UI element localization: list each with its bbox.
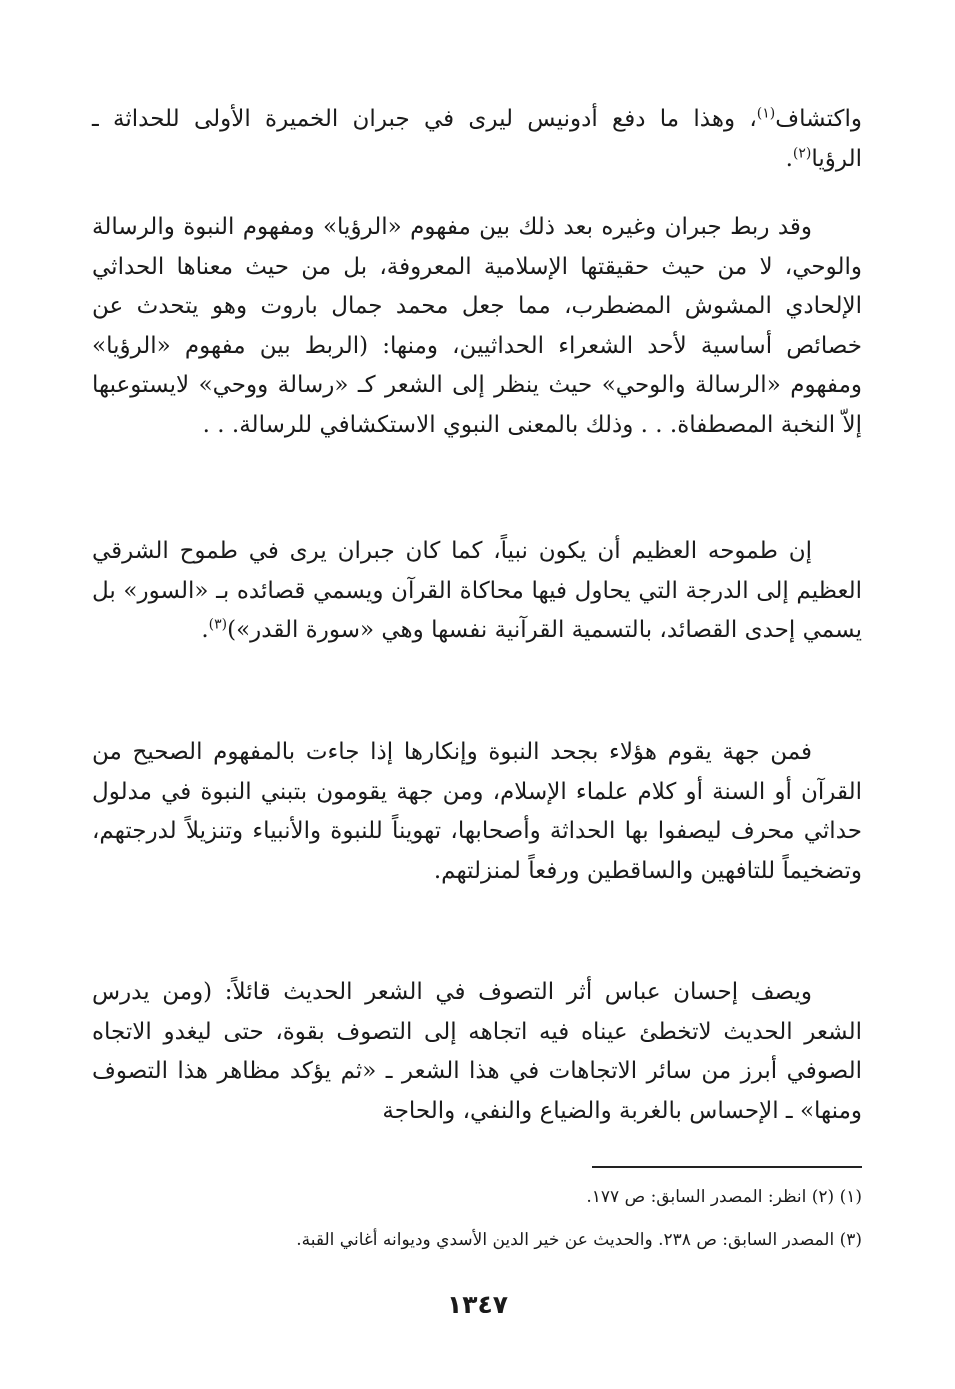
paragraph-4 bbox=[92, 733, 862, 891]
footnote-ref-2: (٢) bbox=[792, 144, 812, 161]
paragraph-2-text: وقد ربط جبران وغيره بعد ذلك بين مفهوم «الرؤيا» ومفهوم النبوة والرسالة والوحي، لا من حيث حقيقتها الإسلامية المعروفة، بل من حيث معناها الحداثي الإلحادي المشوش المضطرب، مما جعل محمد جمال باروت وهو يتحدث عن خصائص أساسية لأحد الشعراء الحداثيين، ومنها: (الربط بين مفهوم «الرؤيا» ومفهوم «الرسالة والوحي» حيث ينظر إلى الشعر كـ «رسالة ووحي» لايستوعبها إلاّ النخبة المصطفاة. . . وذلك بالمعنى النبوي الاستكشافي للرسالة. . . bbox=[92, 214, 862, 438]
text-run: ، وهذا ما دفع أدونيس ليرى في جبران الخميرة الأولى للحداثة ـ الرؤيا bbox=[92, 106, 862, 172]
text-run: واكتشاف bbox=[775, 106, 862, 132]
page-number: ١٣٤٧ bbox=[446, 1290, 509, 1319]
paragraph-5 bbox=[92, 973, 862, 1131]
paragraph-1 bbox=[92, 100, 862, 179]
paragraph-5-text: ويصف إحسان عباس أثر التصوف في الشعر الحديث قائلاً: (ومن يدرس الشعر الحديث لاتخطئ عيناه فيه اتجاهه إلى التصوف بقوة، حتى ليغدو الاتجاه الصوفي أبرز من سائر الاتجاهات في هذا الشعر ـ «ثم يؤكد مظاهر هذا التصوف ومنها» ـ الإحساس بالغربة والضياع والنفي، والحاجة bbox=[92, 979, 862, 1124]
text-run: . bbox=[785, 145, 793, 172]
text-run: إن طموحه العظيم أن يكون نبياً، كما كان جبران يرى في طموح الشرقي العظيم إلى الدرجة التي يحاول فيها محاكاة القرآن ويسمي قصائده بـ «السور» بل يسمي إحدى القصائد، بالتسمية القرآنية نفسها وهي «سورة القدر») bbox=[92, 538, 862, 643]
paragraph-2 bbox=[92, 208, 862, 445]
footnote-divider bbox=[592, 1166, 862, 1168]
footnote-2: (٣) المصدر السابق: ص ٢٣٨. والحديث عن خير الدين الأسدي وديوانه أغاني القبة. bbox=[296, 1230, 862, 1250]
paragraph-4-text: فمن جهة يقوم هؤلاء بجحد النبوة وإنكارها إذا جاءت بالمفهوم الصحيح من القرآن أو السنة أو كلام علماء الإسلام، ومن جهة يقومون بتبني النبوة في مدلول حداثي محرف ليصفوا بها الحداثة وأصحابها، تهويناً للنبوة والأنبياء وتنزيلاً لدرجتهم، وتضخيماً للتافهين والساقطين ورفعاً لمنزلتهم. bbox=[92, 739, 862, 884]
footnote-1: (١) (٢) انظر: المصدر السابق: ص ١٧٧. bbox=[586, 1187, 862, 1207]
text-run: . bbox=[201, 617, 209, 643]
footnote-ref-3: (٣) bbox=[208, 616, 228, 633]
footnote-ref-1: (١) bbox=[756, 105, 776, 122]
paragraph-3-text bbox=[92, 532, 862, 651]
paragraph-1-text bbox=[92, 100, 862, 179]
paragraph-3 bbox=[92, 532, 862, 651]
